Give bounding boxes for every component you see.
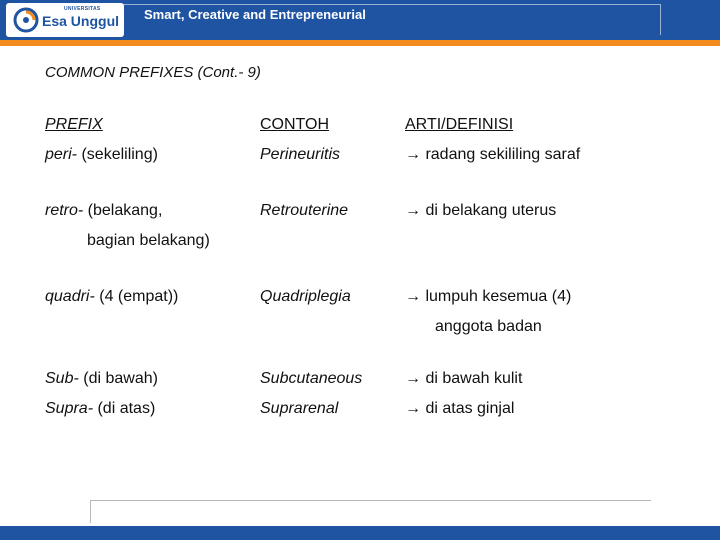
accent-stripe bbox=[0, 40, 720, 46]
logo-name: Esa Unggul bbox=[42, 13, 120, 29]
row3-example-root: Quadri bbox=[260, 288, 309, 305]
column-definition bbox=[405, 110, 580, 170]
row4-prefix bbox=[45, 364, 158, 424]
row2-prefix bbox=[45, 196, 210, 256]
header-example: CONTOH bbox=[260, 116, 330, 133]
header-bar bbox=[0, 0, 720, 40]
row2-example bbox=[260, 196, 348, 226]
logo-swirl-icon bbox=[13, 7, 39, 33]
arrow-icon: → bbox=[405, 146, 421, 163]
logo-subtext: UNIVERSITAS bbox=[64, 6, 101, 12]
header-prefix: PREFIX bbox=[45, 116, 103, 133]
university-logo bbox=[6, 3, 124, 37]
row2-prefix-meaning-line2: bagian belakang) bbox=[87, 232, 210, 249]
arrow-icon: → bbox=[405, 288, 421, 305]
row1-definition: radang sekililing saraf bbox=[425, 146, 581, 163]
column-prefix bbox=[45, 110, 219, 170]
row3-example bbox=[260, 282, 351, 312]
row2-definition bbox=[405, 196, 556, 226]
row3-definition bbox=[405, 282, 571, 342]
row1-example-root: Peri bbox=[260, 146, 289, 163]
row4-definition-text: di bawah kulit bbox=[421, 370, 523, 387]
row4-example-root: Sub bbox=[260, 370, 289, 387]
row5-definition-text: di atas ginjal bbox=[421, 400, 515, 417]
row3-prefix bbox=[45, 282, 178, 312]
row3-definition-line2: anggota badan bbox=[435, 318, 542, 335]
row1-prefix-bold: peri- bbox=[45, 146, 78, 163]
row2-example-root: Retro bbox=[260, 202, 300, 219]
row5-prefix-bold: Supra- bbox=[45, 400, 94, 417]
row2-prefix-meaning: (belakang, bbox=[83, 202, 163, 219]
row4-example bbox=[260, 364, 362, 424]
row4-prefix-meaning: (di bawah) bbox=[78, 370, 158, 387]
header-tagline: Smart, Creative and Entrepreneurial bbox=[144, 7, 366, 22]
row2-definition-text: di belakang uterus bbox=[425, 202, 557, 219]
arrow-icon: → bbox=[405, 400, 421, 417]
header-definition: ARTI/DEFINISI bbox=[405, 116, 514, 133]
row1-prefix-meaning: (sekeliling) bbox=[77, 146, 158, 163]
row4-example-rest: cutaneous bbox=[288, 370, 363, 387]
row3-prefix-bold: quadri- bbox=[45, 288, 95, 305]
row4-definition bbox=[405, 364, 522, 424]
footer-bar bbox=[0, 526, 720, 540]
slide-title: COMMON PREFIXES (Cont.- 9) bbox=[45, 64, 261, 81]
row5-example-rest: renal bbox=[302, 400, 339, 417]
row5-example-root: Supra bbox=[260, 400, 303, 417]
arrow-icon: → bbox=[405, 202, 421, 219]
row3-prefix-meaning: (4 (empat)) bbox=[94, 288, 179, 305]
row2-prefix-bold: retro- bbox=[45, 202, 84, 219]
row2-example-rest: uterine bbox=[299, 202, 349, 219]
row1-example-rest: neuritis bbox=[288, 146, 341, 163]
footer-frame-line bbox=[90, 500, 651, 523]
row3-definition-text: lumpuh kesemua (4) bbox=[421, 288, 572, 305]
row3-example-rest: plegia bbox=[308, 288, 351, 305]
column-example bbox=[260, 110, 374, 170]
row4-prefix-bold: Sub- bbox=[45, 370, 79, 387]
arrow-icon: → bbox=[405, 370, 421, 387]
row5-prefix-meaning: (di atas) bbox=[93, 400, 156, 417]
